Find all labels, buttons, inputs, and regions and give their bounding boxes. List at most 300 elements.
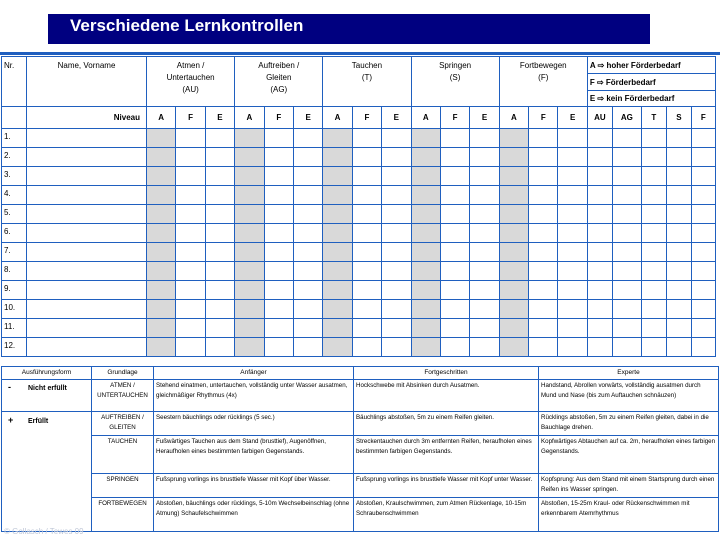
level-cell[interactable]	[499, 224, 528, 243]
level-cell[interactable]	[470, 319, 499, 338]
criteria-header: Anfänger	[154, 367, 354, 380]
summary-cell[interactable]	[612, 319, 641, 338]
level-cell[interactable]	[529, 300, 558, 319]
level-cell[interactable]	[411, 338, 440, 357]
summary-cell[interactable]	[612, 243, 641, 262]
summary-cell[interactable]	[691, 243, 715, 262]
level-cell[interactable]	[293, 205, 322, 224]
level-cell[interactable]	[558, 129, 587, 148]
student-name-cell[interactable]	[27, 243, 147, 262]
level-cell[interactable]	[205, 262, 234, 281]
level-cell[interactable]	[264, 167, 293, 186]
summary-cell[interactable]	[587, 262, 612, 281]
level-cell[interactable]	[558, 186, 587, 205]
summary-cell[interactable]	[612, 167, 641, 186]
summary-cell[interactable]	[641, 319, 666, 338]
summary-cell[interactable]	[691, 281, 715, 300]
summary-cell[interactable]	[666, 224, 691, 243]
summary-cell[interactable]	[587, 243, 612, 262]
level-cell[interactable]	[411, 281, 440, 300]
discipline-header	[235, 57, 323, 107]
level-cell[interactable]	[147, 319, 176, 338]
level-cell[interactable]	[147, 243, 176, 262]
level-cell[interactable]	[499, 148, 528, 167]
summary-cell[interactable]	[641, 224, 666, 243]
level-cell[interactable]	[529, 319, 558, 338]
student-name-cell[interactable]	[27, 262, 147, 281]
level-cell[interactable]	[352, 205, 381, 224]
level-cell[interactable]	[293, 319, 322, 338]
student-name-cell[interactable]	[27, 300, 147, 319]
level-cell[interactable]	[352, 281, 381, 300]
summary-cell[interactable]	[612, 224, 641, 243]
level-cell[interactable]	[264, 319, 293, 338]
skill-name: SPRINGEN	[92, 474, 154, 498]
level-cell[interactable]	[235, 243, 264, 262]
summary-cell[interactable]	[691, 319, 715, 338]
level-cell[interactable]	[558, 338, 587, 357]
level-cell[interactable]	[529, 262, 558, 281]
fortgeschritten-criterion: Streckentauchen durch 3m entfernten Reifen, heraufholen eines bestimmten farbigen Gegenstands.	[354, 436, 539, 474]
summary-cell[interactable]	[641, 129, 666, 148]
summary-cell[interactable]	[587, 167, 612, 186]
level-cell[interactable]	[529, 129, 558, 148]
level-cell[interactable]	[323, 129, 352, 148]
level-cell[interactable]	[293, 243, 322, 262]
experte-criterion: Handstand, Abrollen vorwärts, vollständig ausatmen durch Mund und Nase (bis zum Auftauchen schnäuzen)	[539, 380, 719, 412]
criteria-header: Ausführungsform	[2, 367, 92, 380]
level-cell[interactable]	[470, 186, 499, 205]
level-cell[interactable]	[264, 205, 293, 224]
level-cell[interactable]	[470, 243, 499, 262]
level-cell[interactable]	[205, 300, 234, 319]
summary-cell[interactable]	[691, 129, 715, 148]
level-cell[interactable]	[382, 167, 411, 186]
summary-cell[interactable]	[641, 205, 666, 224]
row-number: 11.	[2, 319, 27, 338]
level-cell[interactable]	[529, 243, 558, 262]
level-cell[interactable]	[176, 262, 205, 281]
summary-cell[interactable]	[666, 319, 691, 338]
level-cell[interactable]	[323, 186, 352, 205]
level-cell[interactable]	[382, 243, 411, 262]
level-cell[interactable]	[440, 300, 469, 319]
level-cell[interactable]	[499, 300, 528, 319]
student-name-cell[interactable]	[27, 224, 147, 243]
level-cell[interactable]	[176, 224, 205, 243]
level-cell[interactable]	[558, 300, 587, 319]
level-cell[interactable]	[205, 186, 234, 205]
row-number: 9.	[2, 281, 27, 300]
summary-cell[interactable]	[587, 129, 612, 148]
level-cell[interactable]	[293, 262, 322, 281]
level-cell[interactable]	[147, 129, 176, 148]
level-cell[interactable]	[499, 262, 528, 281]
level-cell[interactable]	[470, 224, 499, 243]
level-cell[interactable]	[440, 224, 469, 243]
level-cell[interactable]	[323, 338, 352, 357]
level-cell[interactable]	[499, 319, 528, 338]
level-cell[interactable]	[352, 167, 381, 186]
level-cell[interactable]	[558, 205, 587, 224]
level-cell[interactable]	[382, 224, 411, 243]
summary-cell[interactable]	[612, 186, 641, 205]
level-cell[interactable]	[147, 300, 176, 319]
level-cell[interactable]	[558, 224, 587, 243]
summary-cell[interactable]	[641, 281, 666, 300]
level-cell[interactable]	[147, 224, 176, 243]
level-cell[interactable]	[293, 300, 322, 319]
copyright-footer: © Gollasch / Tewes 09	[4, 527, 84, 536]
summary-cell[interactable]	[691, 167, 715, 186]
level-cell[interactable]	[558, 262, 587, 281]
level-cell[interactable]	[147, 167, 176, 186]
summary-cell[interactable]	[691, 224, 715, 243]
level-cell[interactable]	[470, 281, 499, 300]
level-cell[interactable]	[382, 262, 411, 281]
anfaenger-criterion: Stehend einatmen, untertauchen, vollständig unter Wasser ausatmen, gleichmäßiger Rhythmus (4x)	[154, 380, 354, 412]
summary-cell[interactable]	[666, 281, 691, 300]
level-cell[interactable]	[235, 262, 264, 281]
discipline-header-line: Auftreiben /	[258, 61, 300, 70]
summary-cell[interactable]	[587, 186, 612, 205]
level-label: E	[558, 107, 587, 129]
summary-cell[interactable]	[691, 338, 715, 357]
level-cell[interactable]	[411, 205, 440, 224]
level-cell[interactable]	[352, 148, 381, 167]
fortgeschritten-criterion: Abstoßen, Kraulschwimmen, zum Atmen Rückenlage, 10-15m Schraubenschwimmen	[354, 498, 539, 532]
level-cell[interactable]	[352, 262, 381, 281]
level-cell[interactable]	[323, 148, 352, 167]
level-cell[interactable]	[235, 205, 264, 224]
anfaenger-criterion: Fußsprung vorlings ins brusttiefe Wasser mit Kopf über Wasser.	[154, 474, 354, 498]
level-cell[interactable]	[205, 205, 234, 224]
level-cell[interactable]	[235, 148, 264, 167]
level-cell[interactable]	[264, 148, 293, 167]
level-label: E	[382, 107, 411, 129]
level-cell[interactable]	[382, 148, 411, 167]
level-cell[interactable]	[293, 148, 322, 167]
level-cell[interactable]	[529, 338, 558, 357]
level-cell[interactable]	[235, 338, 264, 357]
level-cell[interactable]	[352, 129, 381, 148]
summary-cell[interactable]	[666, 129, 691, 148]
level-cell[interactable]	[352, 243, 381, 262]
fortgeschritten-criterion: Fußsprung vorlings ins brusttiefe Wasser mit Kopf unter Wasser.	[354, 474, 539, 498]
student-name-cell[interactable]	[27, 205, 147, 224]
level-cell[interactable]	[264, 262, 293, 281]
row-number: 10.	[2, 300, 27, 319]
level-spacer	[2, 107, 27, 129]
level-cell[interactable]	[205, 338, 234, 357]
form-symbol: -	[8, 382, 11, 392]
summary-cell[interactable]	[612, 129, 641, 148]
summary-cell[interactable]	[666, 148, 691, 167]
level-cell[interactable]	[235, 319, 264, 338]
level-cell[interactable]	[352, 186, 381, 205]
level-cell[interactable]	[264, 224, 293, 243]
level-cell[interactable]	[205, 167, 234, 186]
level-cell[interactable]	[352, 338, 381, 357]
summary-cell[interactable]	[641, 338, 666, 357]
summary-cell[interactable]	[612, 281, 641, 300]
legend-item: F ⇨ Förderbedarf	[587, 74, 715, 91]
summary-cell[interactable]	[641, 167, 666, 186]
summary-col-label: S	[666, 107, 691, 129]
summary-cell[interactable]	[641, 243, 666, 262]
level-cell[interactable]	[499, 167, 528, 186]
level-cell[interactable]	[470, 129, 499, 148]
level-cell[interactable]	[470, 167, 499, 186]
student-name-cell[interactable]	[27, 281, 147, 300]
level-label: A	[235, 107, 264, 129]
level-cell[interactable]	[382, 186, 411, 205]
level-cell[interactable]	[205, 129, 234, 148]
student-row	[2, 129, 716, 148]
level-cell[interactable]	[352, 300, 381, 319]
discipline-header-line: Untertauchen	[166, 73, 215, 82]
level-cell[interactable]	[558, 148, 587, 167]
summary-cell[interactable]	[691, 186, 715, 205]
summary-cell[interactable]	[691, 205, 715, 224]
summary-cell[interactable]	[587, 148, 612, 167]
level-cell[interactable]	[352, 319, 381, 338]
level-cell[interactable]	[176, 205, 205, 224]
student-name-cell[interactable]	[27, 129, 147, 148]
level-cell[interactable]	[293, 167, 322, 186]
level-cell[interactable]	[147, 205, 176, 224]
level-cell[interactable]	[176, 319, 205, 338]
level-cell[interactable]	[411, 129, 440, 148]
level-cell[interactable]	[411, 243, 440, 262]
student-name-cell[interactable]	[27, 338, 147, 357]
level-cell[interactable]	[470, 338, 499, 357]
summary-cell[interactable]	[666, 243, 691, 262]
summary-cell[interactable]	[691, 148, 715, 167]
summary-cell[interactable]	[587, 224, 612, 243]
summary-cell[interactable]	[641, 148, 666, 167]
level-cell[interactable]	[205, 319, 234, 338]
level-cell[interactable]	[235, 129, 264, 148]
level-cell[interactable]	[176, 129, 205, 148]
summary-cell[interactable]	[666, 262, 691, 281]
level-cell[interactable]	[176, 281, 205, 300]
level-cell[interactable]	[440, 243, 469, 262]
level-cell[interactable]	[323, 224, 352, 243]
level-cell[interactable]	[176, 167, 205, 186]
level-cell[interactable]	[558, 167, 587, 186]
level-cell[interactable]	[323, 319, 352, 338]
level-label: E	[293, 107, 322, 129]
summary-cell[interactable]	[666, 167, 691, 186]
level-label: F	[529, 107, 558, 129]
summary-cell[interactable]	[612, 262, 641, 281]
level-cell[interactable]	[235, 224, 264, 243]
level-cell[interactable]	[176, 186, 205, 205]
level-cell[interactable]	[205, 224, 234, 243]
level-cell[interactable]	[499, 281, 528, 300]
student-name-cell[interactable]	[27, 167, 147, 186]
level-cell[interactable]	[411, 148, 440, 167]
level-cell[interactable]	[293, 224, 322, 243]
level-label: E	[470, 107, 499, 129]
summary-cell[interactable]	[641, 300, 666, 319]
level-cell[interactable]	[529, 148, 558, 167]
row-number: 4.	[2, 186, 27, 205]
level-cell[interactable]	[440, 319, 469, 338]
level-cell[interactable]	[440, 167, 469, 186]
summary-cell[interactable]	[587, 300, 612, 319]
level-cell[interactable]	[499, 243, 528, 262]
summary-cell[interactable]	[612, 338, 641, 357]
level-label: A	[323, 107, 352, 129]
level-cell[interactable]	[440, 129, 469, 148]
summary-cell[interactable]	[641, 186, 666, 205]
level-cell[interactable]	[382, 319, 411, 338]
level-cell[interactable]	[205, 281, 234, 300]
summary-cell[interactable]	[691, 262, 715, 281]
level-cell[interactable]	[235, 167, 264, 186]
level-cell[interactable]	[264, 243, 293, 262]
level-cell[interactable]	[352, 224, 381, 243]
summary-cell[interactable]	[666, 186, 691, 205]
level-cell[interactable]	[205, 148, 234, 167]
level-cell[interactable]	[470, 300, 499, 319]
summary-cell[interactable]	[612, 300, 641, 319]
level-cell[interactable]	[470, 205, 499, 224]
level-cell[interactable]	[529, 224, 558, 243]
level-cell[interactable]	[293, 338, 322, 357]
level-cell[interactable]	[264, 300, 293, 319]
summary-cell[interactable]	[587, 205, 612, 224]
level-cell[interactable]	[558, 281, 587, 300]
level-cell[interactable]	[411, 300, 440, 319]
level-cell[interactable]	[264, 186, 293, 205]
level-cell[interactable]	[411, 167, 440, 186]
legend-item: E ⇨ kein Förderbedarf	[587, 91, 715, 107]
level-cell[interactable]	[264, 281, 293, 300]
level-cell[interactable]	[440, 262, 469, 281]
discipline-header	[411, 57, 499, 107]
student-name-cell[interactable]	[27, 319, 147, 338]
level-cell[interactable]	[382, 205, 411, 224]
level-cell[interactable]	[264, 338, 293, 357]
summary-cell[interactable]	[587, 319, 612, 338]
discipline-header-line: (AU)	[182, 85, 199, 94]
level-cell[interactable]	[529, 281, 558, 300]
level-cell[interactable]	[147, 186, 176, 205]
level-cell[interactable]	[470, 148, 499, 167]
level-cell[interactable]	[440, 148, 469, 167]
level-cell[interactable]	[440, 281, 469, 300]
summary-cell[interactable]	[612, 148, 641, 167]
level-cell[interactable]	[382, 281, 411, 300]
level-cell[interactable]	[529, 205, 558, 224]
level-cell[interactable]	[558, 319, 587, 338]
discipline-header	[147, 57, 235, 107]
level-cell[interactable]	[176, 300, 205, 319]
level-cell[interactable]	[440, 186, 469, 205]
level-cell[interactable]	[470, 262, 499, 281]
level-cell[interactable]	[411, 319, 440, 338]
level-cell[interactable]	[176, 338, 205, 357]
student-name-cell[interactable]	[27, 148, 147, 167]
level-cell[interactable]	[293, 186, 322, 205]
anfaenger-criterion: Seestern bäuchlings oder rücklings (5 sec.)	[154, 412, 354, 436]
summary-cell[interactable]	[641, 262, 666, 281]
level-cell[interactable]	[440, 205, 469, 224]
summary-cell[interactable]	[666, 300, 691, 319]
discipline-header-line: Gleiten	[266, 73, 292, 82]
evaluation-grid	[1, 56, 716, 357]
criteria-header: Fortgeschritten	[354, 367, 539, 380]
discipline-header-line: Tauchen	[351, 61, 383, 70]
level-cell[interactable]	[529, 167, 558, 186]
student-name-cell[interactable]	[27, 186, 147, 205]
level-cell[interactable]	[293, 129, 322, 148]
summary-cell[interactable]	[666, 338, 691, 357]
level-cell[interactable]	[235, 281, 264, 300]
level-cell[interactable]	[323, 262, 352, 281]
level-cell[interactable]	[235, 300, 264, 319]
level-cell[interactable]	[264, 129, 293, 148]
summary-cell[interactable]	[587, 281, 612, 300]
summary-cell[interactable]	[666, 205, 691, 224]
discipline-header-line: (AG)	[270, 85, 288, 94]
level-cell[interactable]	[411, 186, 440, 205]
level-cell[interactable]	[529, 186, 558, 205]
level-cell[interactable]	[323, 205, 352, 224]
level-cell[interactable]	[323, 167, 352, 186]
row-number: 5.	[2, 205, 27, 224]
summary-col-label: T	[641, 107, 666, 129]
experte-criterion: Kopfwärtiges Abtauchen auf ca. 2m, heraufholen eines farbigen Gegenstands.	[539, 436, 719, 474]
level-cell[interactable]	[499, 129, 528, 148]
form-label: Erfüllt	[28, 418, 49, 425]
level-cell[interactable]	[293, 281, 322, 300]
level-cell[interactable]	[147, 262, 176, 281]
summary-cell[interactable]	[612, 205, 641, 224]
level-cell[interactable]	[147, 148, 176, 167]
level-cell[interactable]	[382, 129, 411, 148]
level-cell[interactable]	[147, 338, 176, 357]
criteria-header: Grundlage	[92, 367, 154, 380]
experte-criterion: Abstoßen, 15-25m Kraul- oder Rückenschwimmen mit erkennbarem Atemrhythmus	[539, 498, 719, 532]
summary-cell[interactable]	[587, 338, 612, 357]
level-cell[interactable]	[499, 205, 528, 224]
level-cell[interactable]	[411, 224, 440, 243]
level-cell[interactable]	[440, 338, 469, 357]
level-cell[interactable]	[499, 186, 528, 205]
level-cell[interactable]	[382, 300, 411, 319]
level-cell[interactable]	[205, 243, 234, 262]
level-cell[interactable]	[558, 243, 587, 262]
summary-cell[interactable]	[691, 300, 715, 319]
level-cell[interactable]	[323, 300, 352, 319]
level-cell[interactable]	[499, 338, 528, 357]
level-cell[interactable]	[323, 243, 352, 262]
level-label: F	[176, 107, 205, 129]
level-cell[interactable]	[147, 281, 176, 300]
level-cell[interactable]	[411, 262, 440, 281]
level-cell[interactable]	[382, 338, 411, 357]
level-label: F	[264, 107, 293, 129]
level-cell[interactable]	[323, 281, 352, 300]
fortgeschritten-criterion: Bäuchlings abstoßen, 5m zu einem Reifen gleiten.	[354, 412, 539, 436]
level-cell[interactable]	[176, 148, 205, 167]
level-cell[interactable]	[176, 243, 205, 262]
level-cell[interactable]	[235, 186, 264, 205]
